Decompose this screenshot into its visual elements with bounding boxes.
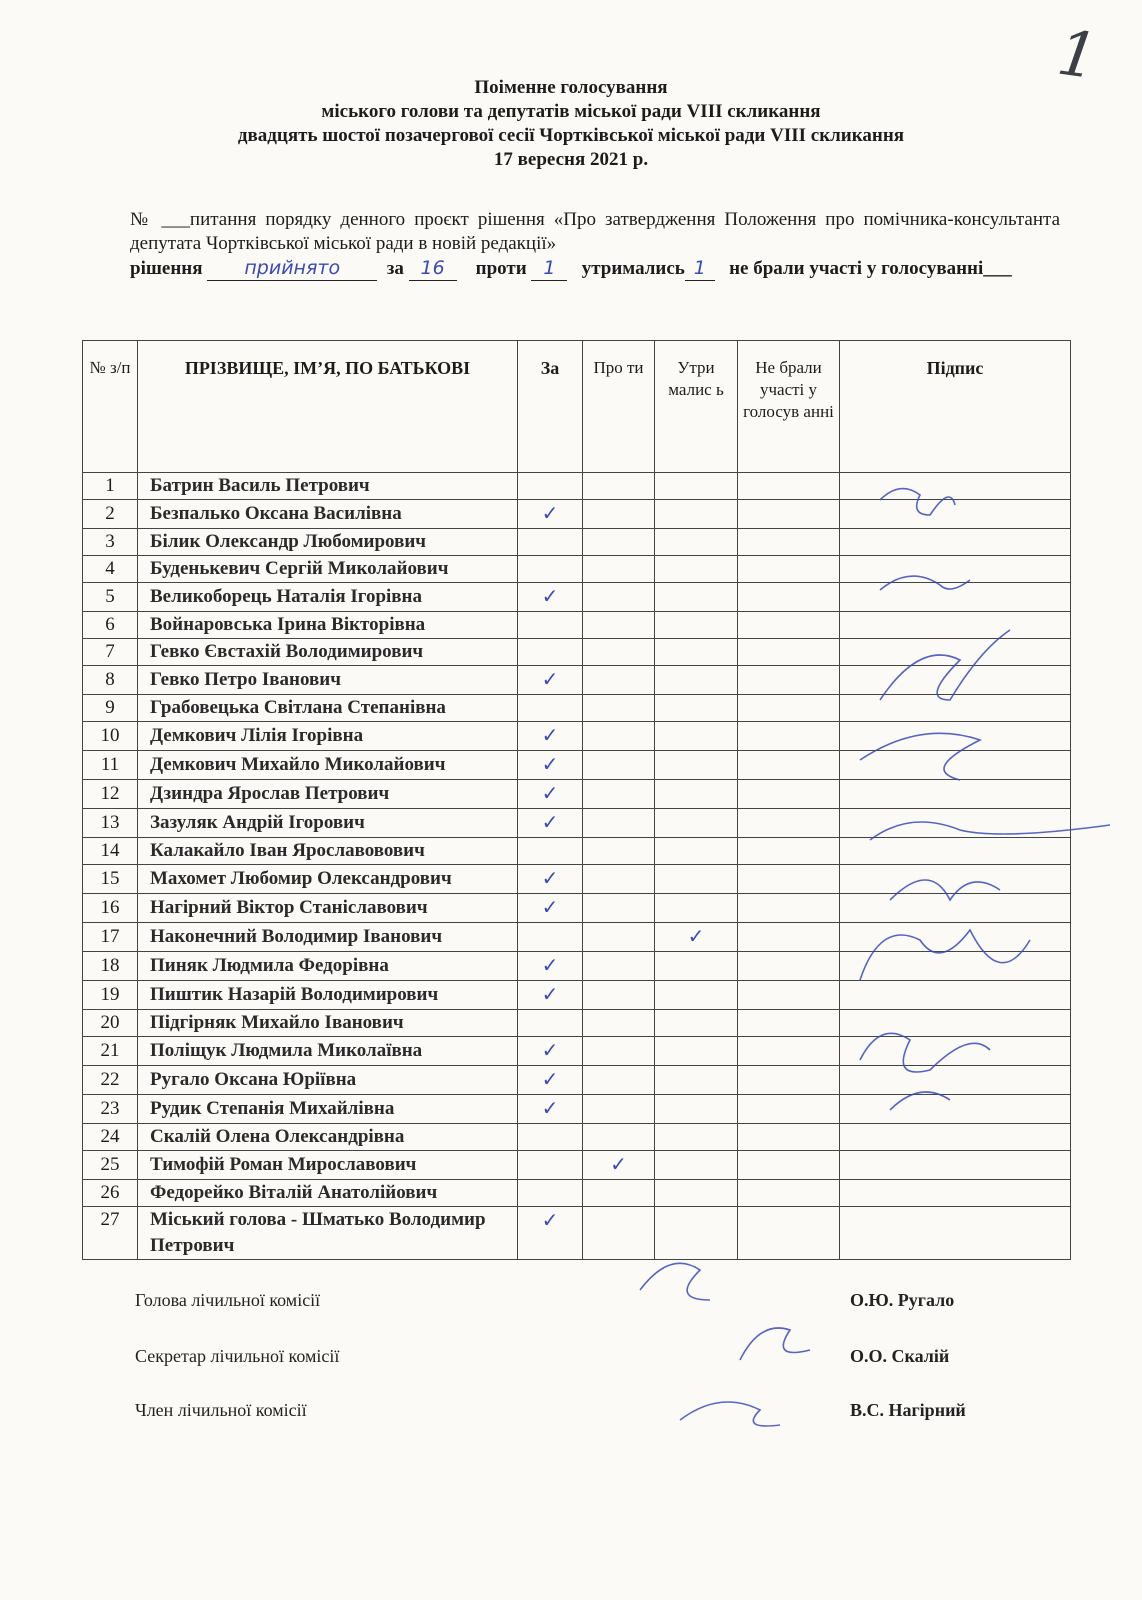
checkmark-icon: ✓ (541, 895, 559, 919)
row-number: 3 (83, 529, 138, 556)
cell-proty (583, 1066, 655, 1095)
abstained-label: утримались (581, 258, 685, 279)
cell-notpart (738, 529, 840, 556)
deputy-name: Ругало Оксана Юріївна (138, 1066, 518, 1095)
cell-notpart (738, 751, 840, 780)
cell-utr (655, 1207, 738, 1260)
cell-za (518, 556, 583, 583)
cell-utr (655, 529, 738, 556)
cell-za (518, 1037, 583, 1066)
against-label: проти (475, 258, 527, 279)
deputy-name: Гевко Євстахій Володимирович (138, 639, 518, 666)
cell-sign (840, 865, 1071, 894)
cell-utr (655, 1124, 738, 1151)
cell-notpart (738, 1037, 840, 1066)
cell-sign (840, 722, 1071, 751)
cell-sign (840, 1095, 1071, 1124)
cell-sign (840, 923, 1071, 952)
cell-proty (583, 500, 655, 529)
row-number: 16 (83, 894, 138, 923)
deputy-name: Скалій Олена Олександрівна (138, 1124, 518, 1151)
row-number: 17 (83, 923, 138, 952)
checkmark-icon: ✓ (541, 1067, 559, 1091)
cell-notpart (738, 1180, 840, 1207)
cell-utr (655, 639, 738, 666)
cell-utr (655, 1095, 738, 1124)
cell-proty (583, 1124, 655, 1151)
table-row (83, 838, 1071, 865)
checkmark-icon: ✓ (541, 584, 559, 608)
cell-proty (583, 780, 655, 809)
table-row (83, 556, 1071, 583)
table-row (83, 923, 1071, 952)
deputy-name: Тимофій Роман Мирославович (138, 1151, 518, 1180)
table-row (83, 583, 1071, 612)
cell-proty (583, 556, 655, 583)
table-row (83, 809, 1071, 838)
cell-za (518, 1124, 583, 1151)
table-row (83, 780, 1071, 809)
cell-notpart (738, 1207, 840, 1260)
header-subtitle: міського голови та депутатів міської ради VIII скликання (321, 101, 821, 122)
checkmark-icon: ✓ (541, 1208, 559, 1232)
cell-notpart (738, 865, 840, 894)
deputy-name: Зазуляк Андрій Ігорович (138, 809, 518, 838)
row-number: 8 (83, 666, 138, 695)
cell-proty (583, 695, 655, 722)
cell-za (518, 1180, 583, 1207)
cell-notpart (738, 556, 840, 583)
header-title: Поіменне голосування (474, 77, 668, 98)
deputy-name: Дзиндра Ярослав Петрович (138, 780, 518, 809)
cell-notpart (738, 894, 840, 923)
deputy-name: Білик Олександр Любомирович (138, 529, 518, 556)
cell-za (518, 952, 583, 981)
checkmark-icon: ✓ (541, 723, 559, 747)
cell-notpart (738, 809, 840, 838)
cell-utr (655, 981, 738, 1010)
cell-notpart (738, 500, 840, 529)
table-row (83, 1095, 1071, 1124)
row-number: 12 (83, 780, 138, 809)
cell-notpart (738, 666, 840, 695)
cell-proty (583, 809, 655, 838)
deputy-name: Грабовецька Світлана Степанівна (138, 695, 518, 722)
table-row (83, 894, 1071, 923)
cell-za (518, 894, 583, 923)
row-number: 26 (83, 1180, 138, 1207)
deputy-name: Гевко Петро Іванович (138, 666, 518, 695)
checkmark-icon: ✓ (541, 1096, 559, 1120)
cell-notpart (738, 473, 840, 500)
deputy-name: Демкович Лілія Ігорівна (138, 722, 518, 751)
cell-proty (583, 1180, 655, 1207)
cell-za (518, 695, 583, 722)
cell-notpart (738, 1151, 840, 1180)
cell-sign (840, 780, 1071, 809)
row-number: 27 (83, 1207, 138, 1260)
member-name: В.С. Нагірний (850, 1400, 966, 1420)
row-number: 2 (83, 500, 138, 529)
table-row (83, 1066, 1071, 1095)
cell-notpart (738, 639, 840, 666)
cell-sign (840, 639, 1071, 666)
cell-notpart (738, 923, 840, 952)
cell-proty (583, 838, 655, 865)
row-number: 5 (83, 583, 138, 612)
checkmark-icon: ✓ (541, 1038, 559, 1062)
deputy-name: Махомет Любомир Олександрович (138, 865, 518, 894)
cell-proty (583, 1095, 655, 1124)
cell-za (518, 809, 583, 838)
row-number: 21 (83, 1037, 138, 1066)
col-sign: Підпис (840, 341, 1071, 473)
table-row (83, 639, 1071, 666)
cell-utr (655, 751, 738, 780)
cell-sign (840, 1010, 1071, 1037)
deputy-name: Підгірняк Михайло Іванович (138, 1010, 518, 1037)
table-row (83, 1151, 1071, 1180)
cell-utr (655, 838, 738, 865)
cell-notpart (738, 1010, 840, 1037)
cell-za (518, 1151, 583, 1180)
row-number: 20 (83, 1010, 138, 1037)
table-row (83, 1180, 1071, 1207)
cell-proty (583, 639, 655, 666)
row-number: 13 (83, 809, 138, 838)
deputy-name: Батрин Василь Петрович (138, 473, 518, 500)
row-number: 1 (83, 473, 138, 500)
deputy-name: Демкович Михайло Миколайович (138, 751, 518, 780)
table-row (83, 500, 1071, 529)
col-proty: Про ти (583, 341, 655, 473)
abstained-value: 1 (685, 256, 715, 281)
cell-sign (840, 809, 1071, 838)
checkmark-icon: ✓ (541, 866, 559, 890)
row-number: 23 (83, 1095, 138, 1124)
table-row (83, 473, 1071, 500)
secretary-role: Секретар лічильної комісії (135, 1346, 340, 1366)
table-row (83, 529, 1071, 556)
row-number: 14 (83, 838, 138, 865)
row-number: 22 (83, 1066, 138, 1095)
cell-za (518, 722, 583, 751)
cell-sign (840, 666, 1071, 695)
cell-za (518, 923, 583, 952)
cell-notpart (738, 981, 840, 1010)
cell-sign (840, 1180, 1071, 1207)
table-row (83, 1207, 1071, 1260)
cell-notpart (738, 838, 840, 865)
row-number: 19 (83, 981, 138, 1010)
cell-notpart (738, 695, 840, 722)
for-label: за (386, 258, 404, 279)
cell-za (518, 780, 583, 809)
header-date: 17 вересня 2021 р. (493, 149, 649, 170)
cell-proty (583, 751, 655, 780)
col-name: ПРІЗВИЩЕ, ІМ’Я, ПО БАТЬКОВІ (138, 341, 518, 473)
cell-za (518, 981, 583, 1010)
col-notpart: Не брали участі у голосув анні (738, 341, 840, 473)
cell-sign (840, 556, 1071, 583)
deputy-name: Безпалько Оксана Василівна (138, 500, 518, 529)
cell-utr (655, 1037, 738, 1066)
checkmark-icon: ✓ (541, 810, 559, 834)
cell-proty (583, 952, 655, 981)
cell-za (518, 1207, 583, 1260)
table-row (83, 981, 1071, 1010)
cell-proty (583, 923, 655, 952)
cell-proty (583, 1037, 655, 1066)
cell-notpart (738, 612, 840, 639)
voting-table (82, 340, 1071, 1260)
cell-za (518, 473, 583, 500)
deputy-name: Нагірний Віктор Станіславович (138, 894, 518, 923)
cell-sign (840, 894, 1071, 923)
cell-sign (840, 1151, 1071, 1180)
cell-proty (583, 583, 655, 612)
deputy-name: Калакайло Іван Ярославовович (138, 838, 518, 865)
checkmark-icon: ✓ (541, 501, 559, 525)
cell-proty (583, 473, 655, 500)
cell-notpart (738, 583, 840, 612)
deputy-name: Пиняк Людмила Федорівна (138, 952, 518, 981)
cell-proty (583, 894, 655, 923)
cell-za (518, 1066, 583, 1095)
cell-utr (655, 780, 738, 809)
col-za: За (518, 341, 583, 473)
cell-notpart (738, 952, 840, 981)
col-num: № з/п (83, 341, 138, 473)
checkmark-icon: ✓ (541, 953, 559, 977)
row-number: 18 (83, 952, 138, 981)
cell-za (518, 1095, 583, 1124)
table-row (83, 1124, 1071, 1151)
cell-utr (655, 923, 738, 952)
table-header-row (83, 341, 1071, 473)
cell-utr (655, 612, 738, 639)
cell-za (518, 666, 583, 695)
cell-utr (655, 1151, 738, 1180)
cell-proty (583, 1207, 655, 1260)
chair-name: О.Ю. Ругало (850, 1290, 955, 1310)
cell-za (518, 751, 583, 780)
cell-sign (840, 1207, 1071, 1260)
member-role: Член лічильної комісії (135, 1400, 307, 1420)
cell-notpart (738, 1066, 840, 1095)
cell-utr (655, 666, 738, 695)
question-block (130, 208, 1060, 281)
table-row (83, 952, 1071, 981)
cell-za (518, 612, 583, 639)
cell-notpart (738, 1095, 840, 1124)
cell-sign (840, 1124, 1071, 1151)
cell-za (518, 1010, 583, 1037)
cell-utr (655, 809, 738, 838)
against-value: 1 (531, 256, 567, 281)
cell-proty (583, 529, 655, 556)
row-number: 4 (83, 556, 138, 583)
cell-sign (840, 1037, 1071, 1066)
row-number: 10 (83, 722, 138, 751)
deputy-name: Поліщук Людмила Миколаївна (138, 1037, 518, 1066)
cell-utr (655, 473, 738, 500)
cell-utr (655, 1010, 738, 1037)
checkmark-icon: ✓ (610, 1152, 627, 1176)
checkmark-icon: ✓ (541, 667, 559, 691)
cell-sign (840, 1066, 1071, 1095)
document-header (0, 76, 1142, 172)
decision-label: рішення (130, 258, 203, 279)
cell-sign (840, 981, 1071, 1010)
page-number: 1 (1053, 15, 1103, 94)
cell-proty (583, 666, 655, 695)
cell-proty (583, 865, 655, 894)
cell-notpart (738, 780, 840, 809)
checkmark-icon: ✓ (541, 752, 559, 776)
decision-value: прийнято (207, 256, 377, 281)
cell-utr (655, 500, 738, 529)
row-number: 11 (83, 751, 138, 780)
for-value: 16 (409, 256, 457, 281)
deputy-name: Рудик Степанія Михайлівна (138, 1095, 518, 1124)
cell-utr (655, 722, 738, 751)
cell-proty (583, 612, 655, 639)
cell-sign (840, 952, 1071, 981)
cell-za (518, 500, 583, 529)
cell-sign (840, 695, 1071, 722)
deputy-name: Буденькевич Сергій Миколайович (138, 556, 518, 583)
checkmark-icon: ✓ (541, 982, 559, 1006)
question-text: № ___питання порядку денного проєкт рішення «Про затвердження Положення про помічника-консультанта депутата Чортківської міської ради в новій редакції» (130, 209, 1060, 254)
cell-utr (655, 865, 738, 894)
cell-za (518, 529, 583, 556)
cell-za (518, 838, 583, 865)
cell-sign (840, 751, 1071, 780)
cell-proty (583, 981, 655, 1010)
row-number: 24 (83, 1124, 138, 1151)
cell-utr (655, 952, 738, 981)
notpart-label: не брали участі у голосуванні___ (729, 258, 1012, 279)
row-number: 6 (83, 612, 138, 639)
cell-za (518, 865, 583, 894)
cell-proty (583, 1151, 655, 1180)
deputy-name: Міський голова - Шматько Володимир Петрович (138, 1207, 518, 1260)
table-row (83, 1010, 1071, 1037)
cell-utr (655, 894, 738, 923)
cell-proty (583, 722, 655, 751)
row-number: 25 (83, 1151, 138, 1180)
table-row (83, 722, 1071, 751)
cell-notpart (738, 1124, 840, 1151)
cell-sign (840, 612, 1071, 639)
secretary-name: О.О. Скалій (850, 1346, 950, 1366)
deputy-name: Великоборець Наталія Ігорівна (138, 583, 518, 612)
cell-sign (840, 473, 1071, 500)
deputy-name: Войнаровська Ірина Вікторівна (138, 612, 518, 639)
checkmark-icon: ✓ (687, 924, 705, 948)
cell-proty (583, 1010, 655, 1037)
deputy-name: Пиштик Назарій Володимирович (138, 981, 518, 1010)
row-number: 7 (83, 639, 138, 666)
col-utr: Утри малис ь (655, 341, 738, 473)
checkmark-icon: ✓ (541, 781, 559, 805)
table-row (83, 695, 1071, 722)
cell-utr (655, 583, 738, 612)
cell-sign (840, 529, 1071, 556)
cell-za (518, 639, 583, 666)
cell-sign (840, 500, 1071, 529)
table-row (83, 666, 1071, 695)
header-session: двадцять шостої позачергової сесії Чортківської міської ради VIII скликання (237, 125, 905, 146)
table-row (83, 865, 1071, 894)
cell-notpart (738, 722, 840, 751)
row-number: 9 (83, 695, 138, 722)
cell-za (518, 583, 583, 612)
deputy-name: Наконечний Володимир Іванович (138, 923, 518, 952)
cell-utr (655, 695, 738, 722)
cell-utr (655, 1180, 738, 1207)
chair-role: Голова лічильної комісії (135, 1290, 321, 1310)
cell-sign (840, 838, 1071, 865)
deputy-name: Федорейко Віталій Анатолійович (138, 1180, 518, 1207)
table-row (83, 751, 1071, 780)
table-row (83, 612, 1071, 639)
cell-utr (655, 556, 738, 583)
cell-utr (655, 1066, 738, 1095)
table-row (83, 1037, 1071, 1066)
row-number: 15 (83, 865, 138, 894)
cell-sign (840, 583, 1071, 612)
